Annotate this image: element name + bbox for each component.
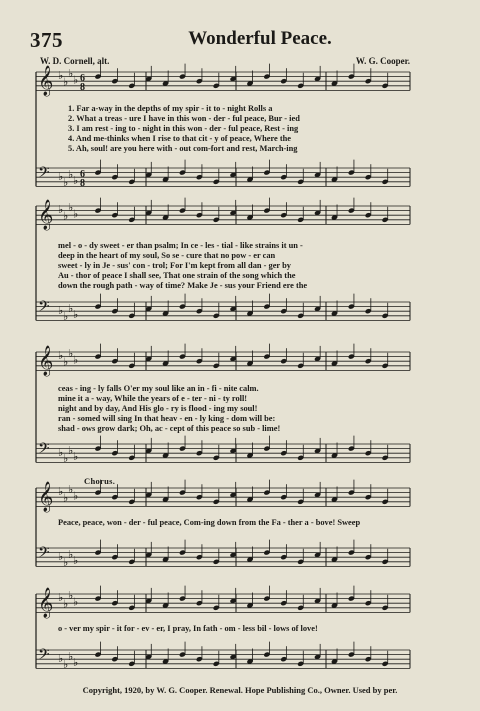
flat-icon: ♭	[63, 209, 69, 223]
lyric-line: 4. And me-thinks when I rise to that cit - y of peace, Where the	[68, 134, 292, 143]
treble-clef-icon: 𝄞	[38, 200, 54, 230]
flat-icon: ♭	[63, 355, 69, 369]
lyric-line: ceas - ing - ly falls O'er my soul like an in - fi - nite calm.	[58, 384, 259, 393]
flat-icon: ♭	[73, 595, 79, 609]
bass-clef-icon: 𝄢	[38, 544, 50, 565]
flat-icon: ♭	[68, 650, 74, 663]
flat-icon: ♭	[63, 597, 69, 611]
flat-icon: ♭	[73, 656, 79, 669]
flat-icon: ♭	[58, 591, 64, 604]
flat-icon: ♭	[68, 589, 74, 602]
composer-credit: W. G. Cooper.	[355, 56, 410, 66]
lyric-line: night and by day, And His glo - ry is flood - ing my soul!	[58, 404, 258, 413]
flat-icon: ♭	[68, 168, 74, 181]
flat-icon: ♭	[73, 450, 79, 463]
flat-icon: ♭	[58, 203, 64, 216]
flat-icon: ♭	[68, 302, 74, 315]
lyric-line: ran - somed will sing In that heav - en - ly king - dom will be:	[58, 414, 276, 423]
lyric-line: down the rough path - way of time? Make Je - sus your Friend ere the	[58, 281, 308, 290]
bass-clef-icon: 𝄢	[38, 646, 50, 667]
lyric-line: shad - ows grow dark; Oh, ac - cept of this peace so sub - lime!	[58, 424, 281, 433]
flat-icon: ♭	[68, 67, 74, 80]
flat-icon: ♭	[68, 201, 74, 214]
flat-icon: ♭	[73, 308, 79, 321]
hymn-title: Wonderful Peace.	[188, 28, 332, 49]
flat-icon: ♭	[58, 69, 64, 82]
flat-icon: ♭	[68, 548, 74, 561]
bass-clef-icon: 𝄢	[38, 298, 50, 319]
flat-icon: ♭	[63, 176, 69, 189]
lyric-line: 2. What a treas - ure I have in this won - der - ful peace, Bur - ied	[68, 114, 300, 123]
lyric-line: Peace, peace, won - der - ful peace, Com-ing down from the Fa - ther a - bove! Sweep	[58, 518, 361, 527]
flat-icon: ♭	[58, 349, 64, 362]
flat-icon: ♭	[58, 652, 64, 665]
lyric-line: o - ver my spir - it for - ev - er, I pray, In fath - om - less bil - lows of love!	[58, 624, 318, 633]
flat-icon: ♭	[73, 73, 79, 87]
flat-icon: ♭	[58, 170, 64, 183]
treble-clef-icon: 𝄞	[38, 346, 54, 376]
flat-icon: ♭	[63, 75, 69, 89]
flat-icon: ♭	[63, 452, 69, 465]
bass-clef-icon: 𝄢	[38, 164, 50, 185]
lyric-line: 3. I am rest - ing to - night in this won - der - ful peace, Rest - ing	[68, 124, 299, 133]
treble-clef-icon: 𝄞	[38, 482, 54, 512]
bass-clef-icon: 𝄢	[38, 440, 50, 461]
lyric-line: 5. Ah, soul! are you here with - out com-fort and rest, March-ing	[68, 144, 298, 153]
flat-icon: ♭	[63, 491, 69, 505]
flat-icon: ♭	[68, 347, 74, 360]
treble-clef-icon: 𝄞	[38, 588, 54, 618]
flat-icon: ♭	[63, 658, 69, 671]
flat-icon: ♭	[58, 485, 64, 498]
hymn-number: 375	[30, 28, 63, 52]
flat-icon: ♭	[68, 444, 74, 457]
lyric-line: mel - o - dy sweet - er than psalm; In ce - les - tial - like strains it un -	[58, 241, 303, 250]
flat-icon: ♭	[68, 483, 74, 496]
flat-icon: ♭	[73, 207, 79, 221]
flat-icon: ♭	[63, 556, 69, 569]
lyric-line: Au - thor of peace I shall see, That one strain of the song which the	[58, 271, 296, 280]
flat-icon: ♭	[73, 554, 79, 567]
flat-icon: ♭	[73, 174, 79, 187]
flat-icon: ♭	[58, 304, 64, 317]
flat-icon: ♭	[73, 353, 79, 367]
flat-icon: ♭	[58, 550, 64, 563]
lyric-line: mine it a - way, While the years of e - ter - ni - ty roll!	[58, 394, 248, 403]
treble-clef-icon: 𝄞	[38, 66, 54, 96]
lyric-line: deep in the heart of my soul, So se - cure that no pow - er can	[58, 251, 276, 260]
copyright-footer: Copyright, 1920, by W. G. Cooper. Renewal. Hope Publishing Co., Owner. Used by per.	[82, 685, 398, 695]
time-signature: 8	[80, 178, 85, 189]
flat-icon: ♭	[73, 489, 79, 503]
time-signature: 8	[80, 82, 85, 93]
lyric-line: 1. Far a-way in the depths of my spir - it to - night Rolls a	[68, 104, 273, 113]
chorus-label: Chorus.	[84, 476, 116, 486]
time-signature: 6	[80, 169, 85, 180]
flat-icon: ♭	[58, 446, 64, 459]
flat-icon: ♭	[63, 310, 69, 323]
time-signature: 6	[80, 73, 85, 84]
lyricist-credit: W. D. Cornell, alt.	[40, 56, 110, 66]
lyric-line: sweet - ly in Je - sus' con - trol; For I'm kept from all dan - ger by	[58, 261, 291, 270]
